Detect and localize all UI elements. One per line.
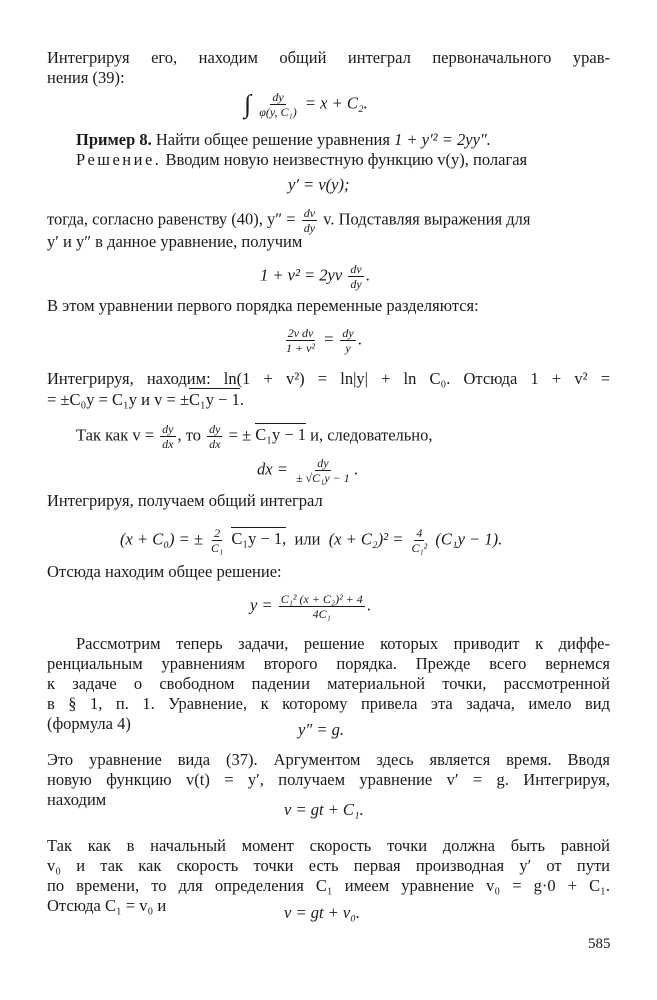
text-line: y′ и y″ в данное уравнение, получим [47,232,303,251]
fraction: $\frac{dy}{dx}$ [209,422,221,451]
text-line: (формула 4) [47,714,131,733]
text-line: Отсюда C₁ = v₀ и [47,896,167,915]
equation-integral: ∫ $\frac{dy}{\text{φ(y, C₁)}}$ = x + C₂. [244,89,368,119]
text-line: Интегрируя, находим: ln(1 + v²) = ln|y| + ln C₀. Отсюда 1 + v² = [47,369,610,388]
example-heading [76,130,491,150]
text-line: по времени, то для определения C₁ имеем уравнение v₀ = g·0 + C₁. [47,876,610,895]
fraction: $\frac{\text{2v dv}}{\text{1 + v²}}$ [286,326,316,355]
example-text: Найти общее решение уравнения [155,130,390,149]
equation: v = gt + v₀. [284,903,361,922]
fraction: $\frac{dy}{dx}$ [162,422,174,451]
example-label: Пример 8. [76,130,152,149]
equation: y′ = v(y); [288,175,350,194]
fraction: $\frac{2}{\text{C₁}}$ [211,526,224,555]
page-number: 585 [588,936,611,952]
text-line: Отсюда находим общее решение: [47,562,282,581]
integral-sign-icon: ∫ [244,89,252,119]
equation: (x + C₀) = ± $\frac{2}{\text{C₁}}$ C₁y − 1, или (x + C₂)² = $\frac{4}{\text{C₁²}}$ (C₁y − 1). [120,526,503,555]
text-line: ренциальным уравнениям второго порядка. Прежде всего вернемся [47,654,610,673]
text-line: Рассмотрим теперь задачи, решение которых приводит к диффе- [76,634,610,653]
text-line: v₀ и так как скорость точки есть первая производная y′ от пути [47,856,610,875]
text-line: Так как в начальный момент скорость точки должна быть равной [47,836,610,855]
fraction: $\frac{dy}{y}$ [342,326,354,355]
equation: dx = $\frac{dy}{\text{± √C₁y − 1}}$ . [257,456,358,485]
fraction: $\frac{dy}{\text{± √C₁y − 1}}$ [295,456,350,485]
text-line: новую функцию v(t) = y′, получаем уравнение v′ = g. Интегрируя, [47,770,610,789]
text-line: находим [47,790,107,809]
equation: y″ = g. [298,720,344,739]
equation: y = $\frac{\text{C₁² (x + C₂)² + 4}}{\text{4C₁}}$ . [250,592,371,621]
text-line: Это уравнение вида (37). Аргументом здесь является время. Вводя [47,750,610,769]
fraction: $\frac{dv}{dy}$ [350,262,362,291]
text-line: Интегрируя, получаем общий интеграл [47,491,323,510]
text-line: = ±C₀y = C₁y и v = ±C₁y − 1. [47,390,244,409]
solution-label: Решение. [76,150,162,169]
square-root: C₁y − 1 [255,425,307,445]
solution-line [76,150,527,170]
fraction: $\frac{4}{\text{C₁²}}$ [411,526,428,555]
text-line: Интегрируя его, находим общий интеграл первоначального урав- [47,48,610,67]
text-line: Так как v = $\frac{dy}{dx}$ , то $\frac{dy}{dx}$ = ± C₁y − 1 и, следовательно, [76,422,433,451]
fraction: $\frac{\text{C₁² (x + C₂)² + 4}}{\text{4C₁}}$ [280,592,363,621]
solution-text: Вводим новую неизвестную функцию v(y), полагая [165,150,528,169]
example-equation: 1 + y′² = 2yy″. [394,130,491,149]
text-line: В этом уравнении первого порядка переменные разделяются: [47,296,479,315]
fraction: $\frac{dv}{dy}$ [303,206,316,235]
square-root: C₁y − 1, [231,529,287,549]
fraction: $\frac{dy}{\text{φ(y, C₁)}}$ [259,90,297,119]
square-root: C₁y − 1 [189,390,240,409]
text-line: к задаче о свободном падении материальной точки, рассмотренной [47,674,610,693]
equation: $\frac{\text{2v dv}}{\text{1 + v²}}$ = $\frac{dy}{y}$ . [286,326,362,355]
equation: 1 + v² = 2yv $\frac{dv}{dy}$ . [260,262,370,291]
text-line: в § 1, п. 1. Уравнение, к которому привела эта задача, имело вид [47,694,610,713]
text-line: нения (39): [47,68,125,87]
equation: v = gt + C₁. [284,800,364,819]
text-line: тогда, согласно равенству (40), y″ = $\frac{dv}{dy}$ v. Подставляя выражения для [47,206,531,235]
